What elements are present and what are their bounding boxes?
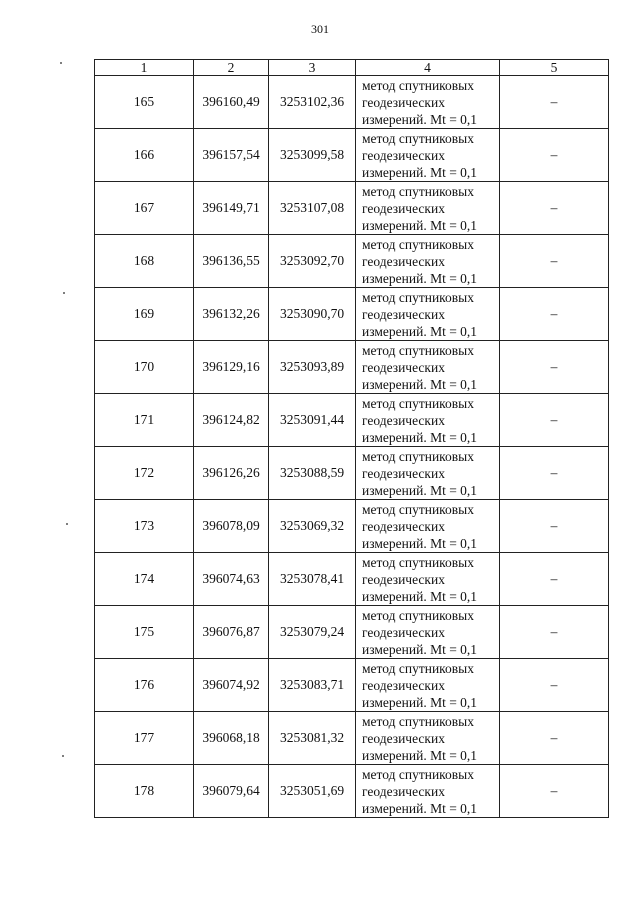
x-coordinate-cell: 396136,55	[194, 235, 269, 288]
method-line: измерений. Mt = 0,1	[362, 111, 478, 127]
method-cell	[356, 235, 500, 288]
note-cell: –	[500, 182, 609, 235]
x-coordinate-cell: 396068,18	[194, 712, 269, 765]
method-line: метод спутниковых	[362, 607, 474, 623]
method-cell	[356, 394, 500, 447]
y-coordinate-cell: 3253069,32	[269, 500, 356, 553]
method-line: геодезических	[362, 730, 445, 746]
note-cell: –	[500, 712, 609, 765]
table-row	[95, 394, 609, 447]
method-line: геодезических	[362, 359, 445, 375]
method-line: геодезических	[362, 200, 445, 216]
note-cell: –	[500, 394, 609, 447]
y-coordinate-cell: 3253091,44	[269, 394, 356, 447]
coordinates-table	[94, 59, 609, 818]
table-row	[95, 235, 609, 288]
method-line: измерений. Mt = 0,1	[362, 482, 478, 498]
point-number-cell: 166	[95, 129, 194, 182]
method-line: измерений. Mt = 0,1	[362, 270, 478, 286]
x-coordinate-cell: 396157,54	[194, 129, 269, 182]
table-row	[95, 76, 609, 129]
y-coordinate-cell: 3253090,70	[269, 288, 356, 341]
table-header-row	[95, 60, 609, 76]
point-number-cell: 165	[95, 76, 194, 129]
method-line: измерений. Mt = 0,1	[362, 588, 478, 604]
x-coordinate-cell: 396076,87	[194, 606, 269, 659]
table-row	[95, 288, 609, 341]
method-line: геодезических	[362, 783, 445, 799]
method-cell	[356, 606, 500, 659]
method-cell	[356, 447, 500, 500]
table-row	[95, 659, 609, 712]
method-line: метод спутниковых	[362, 342, 474, 358]
column-header: 3	[269, 60, 356, 76]
x-coordinate-cell: 396149,71	[194, 182, 269, 235]
method-line: геодезических	[362, 147, 445, 163]
y-coordinate-cell: 3253099,58	[269, 129, 356, 182]
method-line: метод спутниковых	[362, 236, 474, 252]
table-row	[95, 765, 609, 818]
method-line: метод спутниковых	[362, 395, 474, 411]
method-line: метод спутниковых	[362, 77, 474, 93]
method-line: измерений. Mt = 0,1	[362, 535, 478, 551]
method-line: измерений. Mt = 0,1	[362, 800, 478, 816]
x-coordinate-cell: 396079,64	[194, 765, 269, 818]
point-number-cell: 175	[95, 606, 194, 659]
scan-artifact	[60, 62, 62, 64]
method-line: измерений. Mt = 0,1	[362, 323, 478, 339]
table-row	[95, 447, 609, 500]
method-line: геодезических	[362, 412, 445, 428]
y-coordinate-cell: 3253107,08	[269, 182, 356, 235]
method-cell	[356, 76, 500, 129]
method-line: метод спутниковых	[362, 501, 474, 517]
method-cell	[356, 712, 500, 765]
point-number-cell: 171	[95, 394, 194, 447]
method-line: измерений. Mt = 0,1	[362, 429, 478, 445]
x-coordinate-cell: 396160,49	[194, 76, 269, 129]
y-coordinate-cell: 3253078,41	[269, 553, 356, 606]
method-line: метод спутниковых	[362, 713, 474, 729]
table-row	[95, 341, 609, 394]
table-body	[95, 76, 609, 818]
y-coordinate-cell: 3253081,32	[269, 712, 356, 765]
method-cell	[356, 341, 500, 394]
x-coordinate-cell: 396124,82	[194, 394, 269, 447]
x-coordinate-cell: 396074,92	[194, 659, 269, 712]
point-number-cell: 174	[95, 553, 194, 606]
point-number-cell: 170	[95, 341, 194, 394]
method-line: геодезических	[362, 518, 445, 534]
method-line: измерений. Mt = 0,1	[362, 217, 478, 233]
method-line: метод спутниковых	[362, 183, 474, 199]
note-cell: –	[500, 606, 609, 659]
column-header: 5	[500, 60, 609, 76]
scan-artifact	[66, 523, 68, 525]
method-cell	[356, 129, 500, 182]
point-number-cell: 172	[95, 447, 194, 500]
note-cell: –	[500, 341, 609, 394]
note-cell: –	[500, 553, 609, 606]
x-coordinate-cell: 396129,16	[194, 341, 269, 394]
note-cell: –	[500, 500, 609, 553]
method-cell	[356, 182, 500, 235]
method-line: метод спутниковых	[362, 766, 474, 782]
x-coordinate-cell: 396074,63	[194, 553, 269, 606]
y-coordinate-cell: 3253088,59	[269, 447, 356, 500]
point-number-cell: 178	[95, 765, 194, 818]
x-coordinate-cell: 396126,26	[194, 447, 269, 500]
point-number-cell: 168	[95, 235, 194, 288]
page-number: 301	[311, 22, 329, 36]
scan-artifact	[62, 755, 64, 757]
x-coordinate-cell: 396078,09	[194, 500, 269, 553]
method-line: геодезических	[362, 306, 445, 322]
method-line: геодезических	[362, 465, 445, 481]
y-coordinate-cell: 3253093,89	[269, 341, 356, 394]
method-line: метод спутниковых	[362, 554, 474, 570]
y-coordinate-cell: 3253079,24	[269, 606, 356, 659]
method-line: измерений. Mt = 0,1	[362, 376, 478, 392]
y-coordinate-cell: 3253102,36	[269, 76, 356, 129]
point-number-cell: 169	[95, 288, 194, 341]
method-line: геодезических	[362, 253, 445, 269]
method-line: метод спутниковых	[362, 130, 474, 146]
method-cell	[356, 288, 500, 341]
method-line: измерений. Mt = 0,1	[362, 641, 478, 657]
table-row	[95, 182, 609, 235]
method-line: геодезических	[362, 677, 445, 693]
y-coordinate-cell: 3253051,69	[269, 765, 356, 818]
column-header: 4	[356, 60, 500, 76]
note-cell: –	[500, 129, 609, 182]
point-number-cell: 177	[95, 712, 194, 765]
note-cell: –	[500, 288, 609, 341]
method-line: измерений. Mt = 0,1	[362, 694, 478, 710]
note-cell: –	[500, 76, 609, 129]
table-row	[95, 712, 609, 765]
y-coordinate-cell: 3253083,71	[269, 659, 356, 712]
method-line: метод спутниковых	[362, 448, 474, 464]
table-row	[95, 129, 609, 182]
note-cell: –	[500, 235, 609, 288]
method-line: метод спутниковых	[362, 289, 474, 305]
point-number-cell: 173	[95, 500, 194, 553]
table-row	[95, 606, 609, 659]
column-header: 1	[95, 60, 194, 76]
method-cell	[356, 765, 500, 818]
method-line: метод спутниковых	[362, 660, 474, 676]
method-cell	[356, 659, 500, 712]
table-row	[95, 553, 609, 606]
method-line: геодезических	[362, 571, 445, 587]
method-cell	[356, 553, 500, 606]
scan-artifact	[63, 292, 65, 294]
note-cell: –	[500, 659, 609, 712]
note-cell: –	[500, 765, 609, 818]
method-line: геодезических	[362, 624, 445, 640]
note-cell: –	[500, 447, 609, 500]
method-cell	[356, 500, 500, 553]
method-line: геодезических	[362, 94, 445, 110]
y-coordinate-cell: 3253092,70	[269, 235, 356, 288]
x-coordinate-cell: 396132,26	[194, 288, 269, 341]
method-line: измерений. Mt = 0,1	[362, 747, 478, 763]
column-header: 2	[194, 60, 269, 76]
table-row	[95, 500, 609, 553]
method-line: измерений. Mt = 0,1	[362, 164, 478, 180]
point-number-cell: 167	[95, 182, 194, 235]
point-number-cell: 176	[95, 659, 194, 712]
